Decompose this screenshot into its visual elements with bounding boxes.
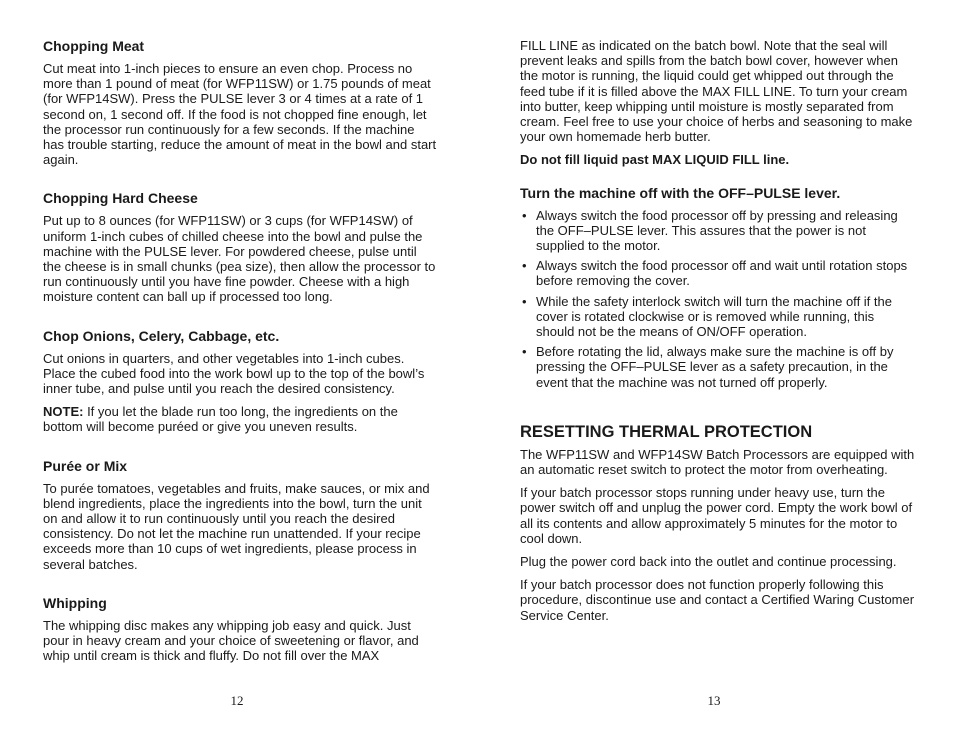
list-item (520, 258, 915, 288)
heading-chop-onions: Chop Onions, Celery, Cabbage, etc. (43, 327, 280, 344)
list-item (520, 344, 915, 390)
bullet-glyph: • (522, 207, 527, 223)
left-page (43, 0, 438, 738)
heading-resetting-thermal-protection: RESETTING THERMAL PROTECTION (520, 422, 813, 441)
paragraph-thermal-3: Plug the power cord back into the outlet and continue processing. (520, 554, 897, 570)
page-number-right: 13 (707, 693, 721, 708)
right-page (520, 0, 915, 738)
list-item (520, 208, 915, 254)
paragraph-chop-onions: Cut onions in quarters, and other vegetables into 1-inch cubes. Place the cubed food into the work bowl up to the top of the bowl’s inner tube, and pulse until you reach the desired consistency. (43, 350, 425, 397)
paragraph-chopping-meat: Cut meat into 1-inch pieces to ensure an even chop. Process no more than 1 pound of meat (for WFP11SW) or 1.75 pounds of meat (for WFP14SW). Press the PULSE lever 3 or 4 times at a rate of 1 second on, 1 second off. If the food is not chopped fine enough, let the processor run continuously for a few seconds. If the machine has trouble starting, reduce the amount of meat in the bowl and start again. (43, 61, 437, 168)
paragraph-whipping-continued: FILL LINE as indicated on the batch bowl. Note that the seal will prevent leaks and spills from the batch bowl cover, however when the motor is running, the liquid could get whipped out through the feed tube if it is filled above the MAX FILL LINE. To turn your cream into butter, keep whipping until moisture is mostly separated from cream. Feel free to use your choice of herbs and seasoning to make your own homemade herb butter. (520, 38, 913, 145)
bullet-glyph: • (522, 258, 527, 274)
note-paragraph (43, 404, 438, 434)
bullet-glyph: • (522, 293, 527, 309)
note-text: If you let the blade run too long, the ingredients on the bottom will become puréed or give you uneven results. (43, 404, 398, 435)
list-item (520, 294, 915, 340)
section-whipping (43, 595, 438, 664)
heading-chopping-hard-cheese: Chopping Hard Cheese (43, 190, 198, 207)
heading-whipping: Whipping (43, 594, 107, 611)
list-item-text: While the safety interlock switch will turn the machine off if the cover is rotated clockwise or is removed while running, this should not be the means of ON/OFF operation. (536, 293, 892, 340)
page-number-left: 12 (230, 693, 244, 708)
bullet-glyph: • (522, 344, 527, 360)
paragraph-thermal-4: If your batch processor does not function properly following this procedure, discontinue use and contact a Certified Waring Customer Service Center. (520, 577, 915, 623)
note-label: NOTE: (43, 404, 84, 420)
spacer (520, 395, 915, 422)
paragraph-whipping: The whipping disc makes any whipping job easy and quick. Just pour in heavy cream and your choice of sweetening or flavor, and whip until cream is thick and fluffy. Do not fill over the MAX (43, 617, 419, 664)
paragraph-thermal-2: If your batch processor stops running under heavy use, turn the power switch off and unplug the power cord. Empty the work bowl of all its contents and allow approximately 5 minutes for the motor to cool down. (520, 485, 913, 546)
left-column (43, 38, 438, 686)
section-chop-onions (43, 328, 438, 435)
heading-turn-off: Turn the machine off with the OFF–PULSE lever. (520, 184, 841, 201)
list-item-text: Always switch the food processor off by pressing and releasing the OFF–PULSE lever. This assures that the power is not supplied to the motor. (536, 207, 898, 254)
paragraph-chopping-hard-cheese: Put up to 8 ounces (for WFP11SW) or 3 cups (for WFP14SW) of uniform 1-inch cubes of chilled cheese into the bowl and pulse the machine with the PULSE lever. For powdered cheese, pulse until the cheese is in small chunks (pea size), then allow the processor to run continuously until you have fine powder. Cheese with a high moisture content can ball up if processed too long. (43, 213, 436, 305)
safety-bullet-list (520, 208, 915, 390)
right-column (520, 38, 915, 631)
section-chopping-hard-cheese (43, 190, 438, 304)
max-fill-warning: Do not fill liquid past MAX LIQUID FILL line. (520, 152, 790, 168)
section-chopping-meat (43, 38, 438, 167)
heading-puree-or-mix: Purée or Mix (43, 457, 128, 474)
list-item-text: Before rotating the lid, always make sure the machine is off by pressing the OFF–PULSE lever as a safety precaution, in the event that the machine was not turned off properly. (536, 344, 894, 390)
heading-chopping-meat: Chopping Meat (43, 38, 145, 54)
section-puree-or-mix (43, 458, 438, 572)
list-item-text: Always switch the food processor off and wait until rotation stops before removing the cover. (536, 258, 908, 289)
paragraph-thermal-1: The WFP11SW and WFP14SW Batch Processors are equipped with an automatic reset switch to protect the motor from overheating. (520, 446, 915, 478)
paragraph-puree-or-mix: To purée tomatoes, vegetables and fruits, make sauces, or mix and blend ingredients, place the ingredients into the bowl, turn the unit on and allow it to run continuously until you reach the desired consistency. Do not let the machine run unattended. If your recipe exceeds more than 10 cups of wet ingredients, please process in several batches. (43, 480, 430, 572)
